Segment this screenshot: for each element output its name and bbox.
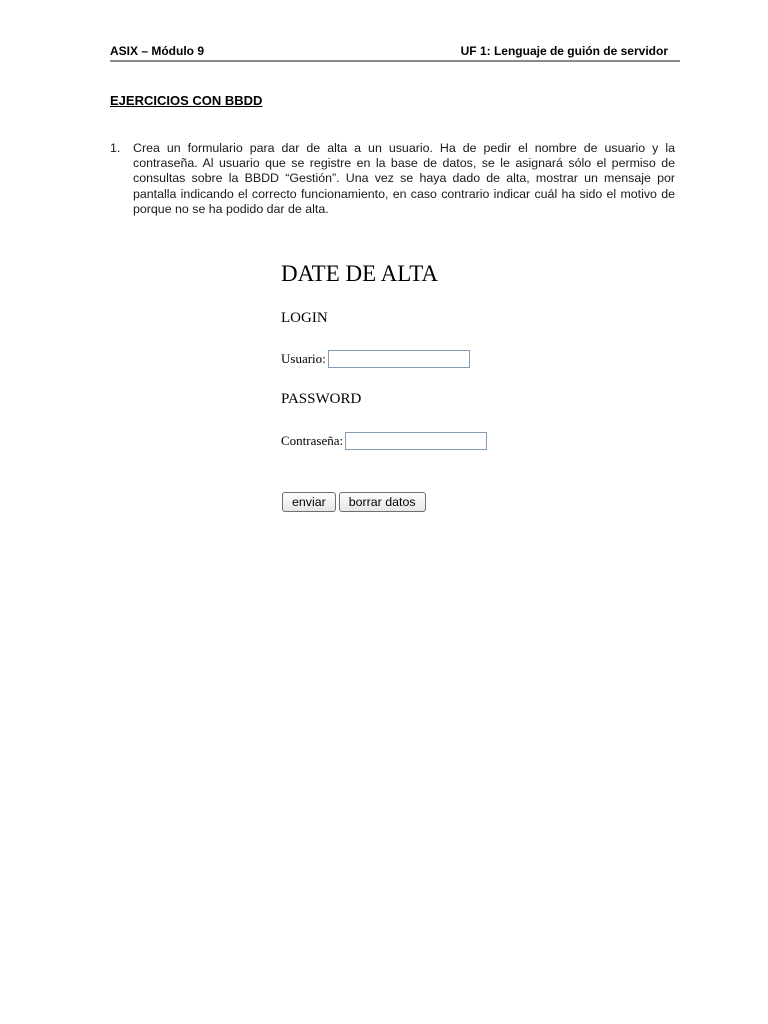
header-course: ASIX – Módulo 9 (110, 44, 205, 58)
password-heading: PASSWORD (281, 391, 362, 407)
form-buttons (282, 492, 429, 512)
password-label: Contraseña: (281, 433, 344, 449)
page-header (110, 43, 680, 62)
exercise-number: 1. (110, 141, 121, 155)
exercise-text: Crea un formulario para dar de alta a un usuario. Ha de pedir el nombre de usuario y la contraseña. Al usuario que se registre en la base de datos, se le asignará sólo el permiso de consultas sobre la BBDD “Gestión”. Una vez se haya dado de alta, mostrar un mensaje por pantalla indicando el correcto funcionamiento, en caso contrario indicar cuál ha sido el motivo de porque no se ha podido dar de alta. (133, 141, 675, 216)
password-row (281, 430, 487, 451)
password-input[interactable] (345, 432, 487, 450)
section-title: EJERCICIOS CON BBDD (110, 93, 263, 108)
username-label: Usuario: (281, 351, 326, 367)
submit-button[interactable]: enviar (282, 492, 336, 512)
header-unit: UF 1: Lenguaje de guión de servidor (460, 44, 668, 58)
reset-button[interactable]: borrar datos (339, 492, 426, 512)
username-input[interactable] (328, 350, 470, 368)
form-title: DATE DE ALTA (281, 261, 439, 286)
exercise-item (110, 141, 675, 217)
login-heading: LOGIN (281, 310, 328, 326)
username-row (281, 348, 470, 369)
